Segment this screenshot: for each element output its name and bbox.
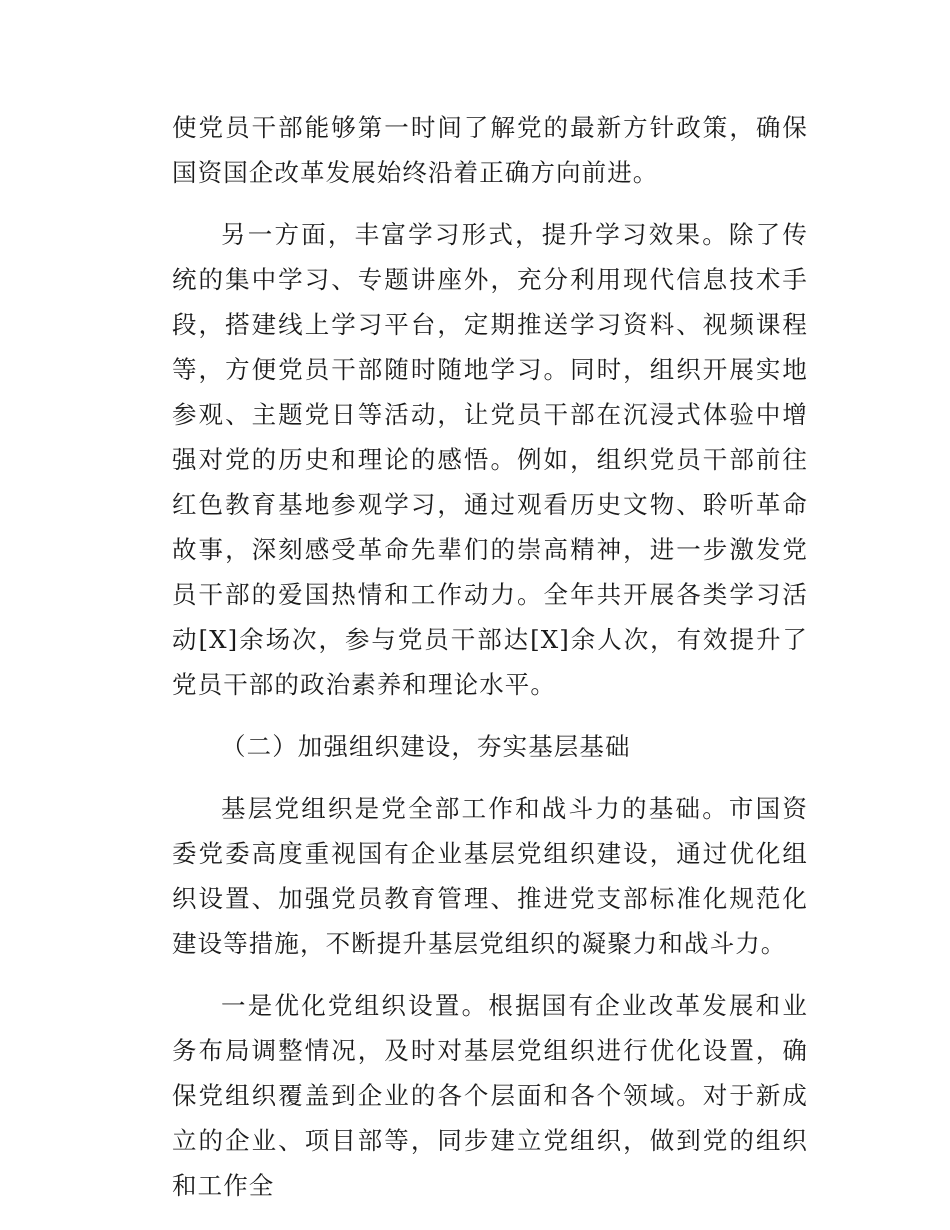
- section-heading: （二）加强组织建设，夯实基层基础: [221, 732, 631, 761]
- paragraph-grassroots-foundation: 基层党组织是党全部工作和战斗力的基础。市国资委党委高度重视国有企业基层党组织建设，通过优化组织设置、加强党员教育管理、推进党支部标准化规范化建设等措施，不断提升基层党组织的凝聚力和战斗力。: [172, 794, 808, 958]
- document-body: [172, 105, 808, 1225]
- paragraph-learning-forms: 另一方面，丰富学习形式，提升学习效果。除了传统的集中学习、专题讲座外，充分利用现代信息技术手段，搭建线上学习平台，定期推送学习资料、视频课程等，方便党员干部随时随地学习。同时，组织开展实地参观、主题党日等活动，让党员干部在沉浸式体验中增强对党的历史和理论的感悟。例如，组织党员干部前往红色教育基地参观学习，通过观看历史文物、聆听革命故事，深刻感受革命先辈们的崇高精神，进一步激发党员干部的爱国热情和工作动力。全年共开展各类学习活动[X]余场次，参与党员干部达[X]余人次，有效提升了党员干部的政治素养和理论水平。: [172, 220, 808, 699]
- paragraph-continuation: 使党员干部能够第一时间了解党的最新方针政策，确保国资国企改革发展始终沿着正确方向前进。: [172, 113, 808, 187]
- paragraph-optimize-organization: 一是优化党组织设置。根据国有企业改革发展和业务布局调整情况，及时对基层党组织进行优化设置，确保党组织覆盖到企业的各个层面和各个领域。对于新成立的企业、项目部等，同步建立党组织，做到党的组织和工作全: [172, 991, 808, 1200]
